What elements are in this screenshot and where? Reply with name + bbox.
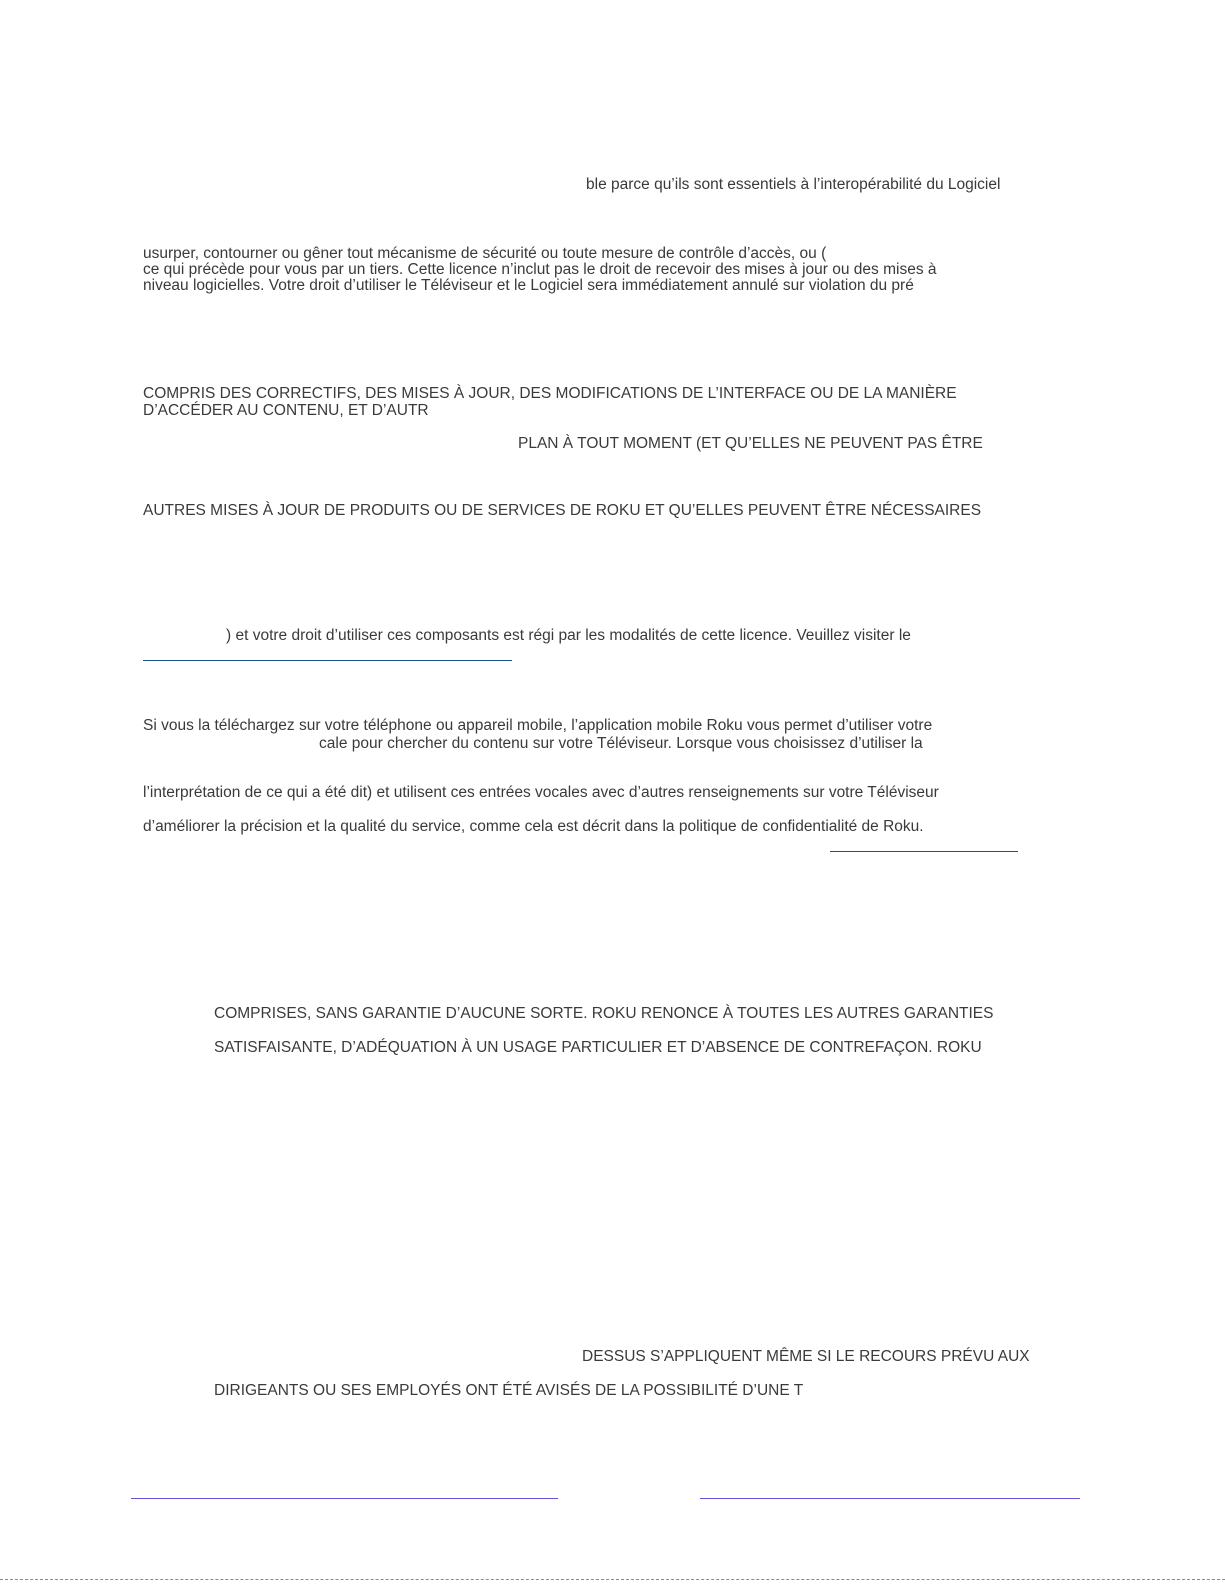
text-line: DESSUS S’APPLIQUENT MÊME SI LE RECOURS PRÉVU AUX xyxy=(582,1348,1030,1365)
text-line: niveau logicielles. Votre droit d’utiliser le Téléviseur et le Logiciel sera immédiatement annulé sur violation du pré xyxy=(143,277,914,294)
text-line: l’interprétation de ce qui a été dit) et utilisent ces entrées vocales avec d’autres renseignements sur votre Téléviseur xyxy=(143,784,939,801)
link-underline[interactable] xyxy=(143,660,512,661)
footer-rule-left xyxy=(131,1498,558,1499)
text-line: D’ACCÉDER AU CONTENU, ET D’AUTR xyxy=(143,402,429,419)
text-line: SATISFAISANTE, D’ADÉQUATION À UN USAGE PARTICULIER ET D’ABSENCE DE CONTREFAÇON. ROKU xyxy=(214,1039,982,1056)
text-line: d’améliorer la précision et la qualité du service, comme cela est décrit dans la politique de confidentialité de Roku. xyxy=(143,818,924,835)
text-line: AUTRES MISES À JOUR DE PRODUITS OU DE SERVICES DE ROKU ET QU’ELLES PEUVENT ÊTRE NÉCESSAIRES xyxy=(143,502,982,519)
link-underline[interactable] xyxy=(830,851,1018,852)
text-line: ble parce qu’ils sont essentiels à l’interopérabilité du Logiciel xyxy=(586,176,1001,193)
text-line: cale pour chercher du contenu sur votre Téléviseur. Lorsque vous choisissez d’utiliser la xyxy=(319,735,923,752)
text-line: DIRIGEANTS OU SES EMPLOYÉS ONT ÉTÉ AVISÉS DE LA POSSIBILITÉ D’UNE T xyxy=(214,1382,804,1399)
text-line: Si vous la téléchargez sur votre téléphone ou appareil mobile, l’application mobile Roku vous permet d’utiliser votre xyxy=(143,717,933,734)
text-line: PLAN À TOUT MOMENT (ET QU’ELLES NE PEUVENT PAS ÊTRE xyxy=(518,435,983,452)
text-line: usurper, contourner ou gêner tout mécanisme de sécurité ou toute mesure de contrôle d’accès, ou ( xyxy=(143,245,827,262)
text-line: COMPRISES, SANS GARANTIE D’AUCUNE SORTE. ROKU RENONCE À TOUTES LES AUTRES GARANTIES xyxy=(214,1005,994,1022)
text-line: COMPRIS DES CORRECTIFS, DES MISES À JOUR, DES MODIFICATIONS DE L’INTERFACE OU DE LA MANIÈRE xyxy=(143,385,957,402)
text-line: ce qui précède pour vous par un tiers. Cette licence n’inclut pas le droit de recevoir des mises à jour ou des mises à xyxy=(143,261,937,278)
page-bottom-edge xyxy=(0,1579,1225,1580)
text-line: ) et votre droit d’utiliser ces composants est régi par les modalités de cette licence. Veuillez visiter le xyxy=(226,627,911,644)
footer-rule-right xyxy=(700,1498,1080,1499)
